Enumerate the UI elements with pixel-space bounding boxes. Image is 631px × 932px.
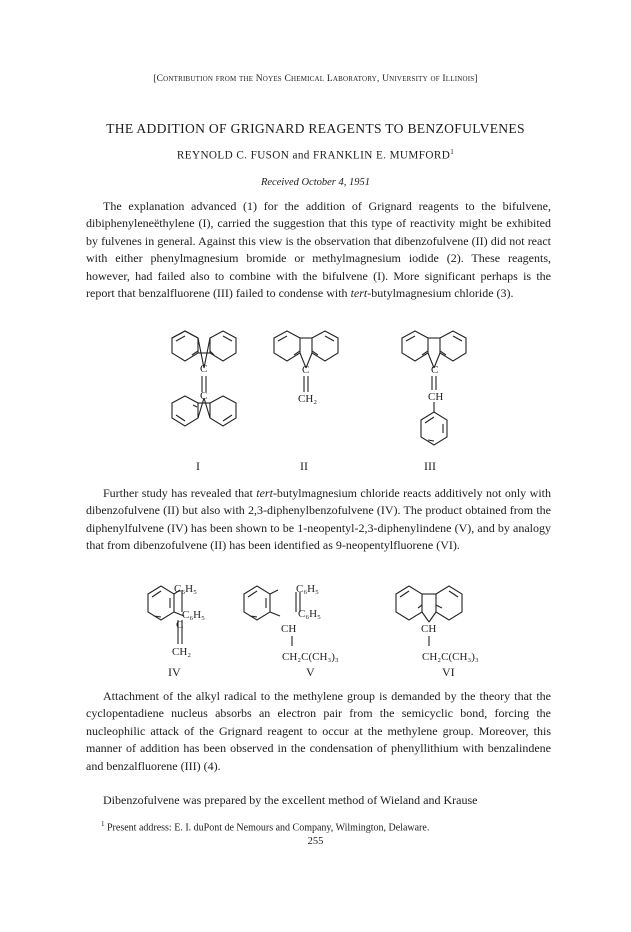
paragraph-2-italic: tert	[256, 486, 273, 500]
structure-V-atom-2: C₆H₅	[298, 608, 321, 620]
structure-label-III: III	[424, 459, 436, 473]
page-number: 255	[307, 836, 324, 847]
structure-IV-atom-2: C₆H₅	[182, 609, 205, 621]
structure-V-atom-3: CH	[281, 623, 297, 635]
contribution-header: [Contribution from the Noyes Chemical Laboratory, University of Illinois]	[153, 74, 478, 84]
paragraph-1-text-a: The explanation advanced (1) for the addition of Grignard reagents to the bifulvene, dibiphenyleneëthylene (I), carried the suggestion that this type of reactivity might be exhibited by fulvenes in general. Against this view is the observation that dibenzofulvene (II) did not react with either phenylmagnesium bromide or methylmagnesium iodide (2). These reagents, however, had failed also to combine with the bifulvene (I). More significant perhaps is the report that benzalfluorene (III) failed to condense with	[86, 199, 551, 301]
structure-VI-atom-2: CH₂C(CH₃)₃	[422, 651, 479, 663]
structure-IV-atom-1: C₆H₅	[174, 583, 197, 595]
footnote	[101, 820, 561, 833]
structure-label-I: I	[196, 459, 200, 473]
structure-I-atom-1: C	[200, 363, 208, 375]
structure-V-atom-1: C₆H₅	[296, 583, 319, 595]
paragraph-3: Attachment of the alkyl radical to the methylene group is demanded by the theory that the cyclopentadiene nucleus absorbs an electron pair from the semicyclic bond, forcing the nucleophilic attack of the Grignard reagent to occur at the methylene group. Moreover, this manner of addition has been observed in the condensation of phenyllithium with benzalindene and benzalfluorene (III) (4).	[86, 689, 551, 773]
footnote-mark: 1	[101, 820, 105, 828]
structure-III-atom-1: C	[431, 364, 439, 376]
paragraph-1-text-b: -butylmagnesium chloride (3).	[367, 286, 514, 301]
structure-VI	[396, 586, 462, 646]
paragraph-2-text-a: Further study has revealed that	[103, 486, 257, 500]
structure-II-atom-2: CH₂	[298, 393, 318, 405]
structure-III-atom-2: CH	[428, 391, 444, 403]
structure-VI-atom-1: CH	[421, 623, 437, 635]
paragraph-1-italic: tert	[350, 286, 368, 301]
paragraph-2	[86, 485, 551, 555]
structure-II	[274, 331, 338, 392]
structure-label-V: V	[306, 665, 315, 679]
article-title: THE ADDITION OF GRIGNARD REAGENTS TO BENZOFULVENES	[106, 121, 525, 136]
footnote-text: Present address: E. I. duPont de Nemours and Company, Wilmington, Delaware.	[104, 822, 430, 834]
author-names: REYNOLD C. FUSON and FRANKLIN E. MUMFORD	[176, 149, 451, 162]
received-date: Received October 4, 1951	[260, 177, 371, 188]
structure-IV-atom-4: CH₂	[172, 646, 192, 658]
paragraph-2-text-b: -butylmagnesium chloride reacts additively not only with dibenzofulvene (II) but also with 2,3-diphenylbenzofulvene (IV). The product obtained from the diphenylfulvene (IV) has been shown to be 1-neopentyl-2,3-diphenylindene (V), and by analogy that from dibenzofulvene (II) has been identified as 9-neopentylfluorene (VI).	[86, 486, 551, 553]
structure-IV-atom-3: C	[176, 619, 184, 631]
structure-V-atom-4: CH₂C(CH₃)₃	[282, 651, 339, 663]
structure-II-atom-1: C	[302, 364, 310, 376]
structure-label-II: II	[300, 459, 308, 473]
structure-I	[172, 331, 236, 426]
author-footnote-mark: 1	[450, 148, 455, 156]
structure-I-atom-2: C	[200, 390, 208, 402]
structure-label-IV: IV	[168, 665, 181, 679]
structure-V	[244, 586, 300, 646]
paragraph-4: Dibenzofulvene was prepared by the excellent method of Wieland and Krause	[103, 793, 478, 807]
structure-III	[402, 331, 466, 445]
structure-label-VI: VI	[442, 665, 455, 679]
